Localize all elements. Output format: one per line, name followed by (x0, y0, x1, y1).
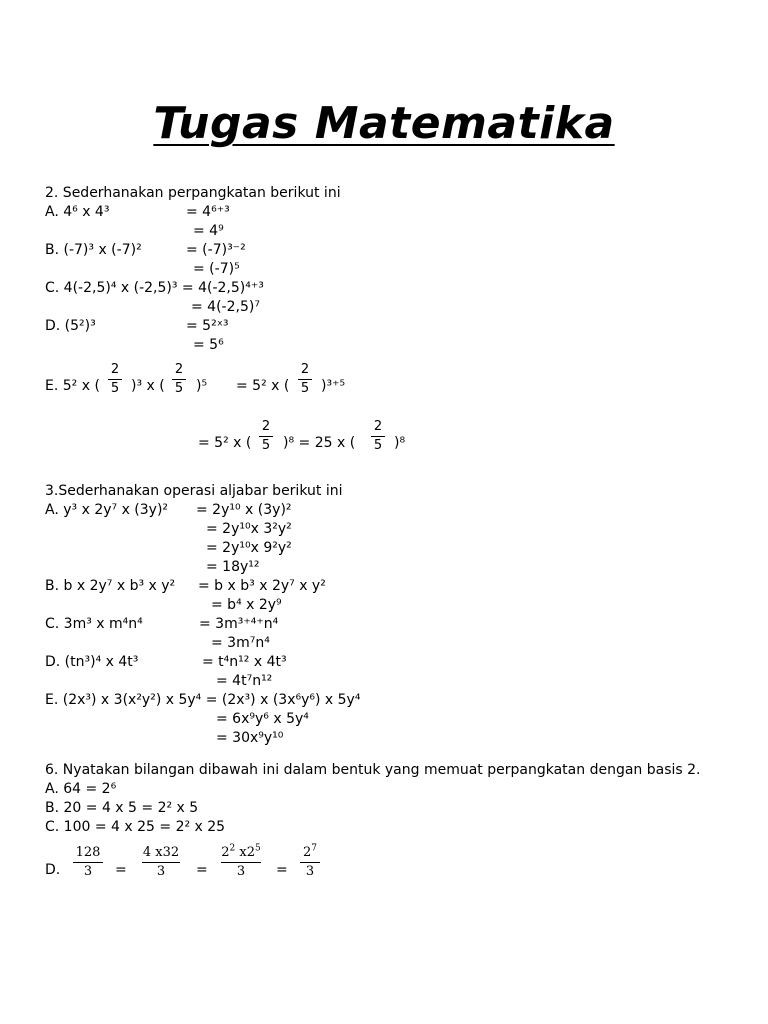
q2-c-line2: = 4(-2,5)⁷ (191, 299, 260, 315)
q6-d-fraction-2: 4 x32 3 (142, 845, 180, 879)
q3-b-result1: = b x b³ x 2y⁷ x y² (198, 578, 326, 594)
q3-d-line2: = 4t⁷n¹² (216, 673, 273, 689)
q2-a-line2: = 4⁹ (193, 223, 224, 239)
q6-d-equals-3: = (276, 862, 288, 878)
q3-e-line2: = 6x⁹y⁶ x 5y⁴ (216, 711, 309, 727)
q3-a-result1: = 2y¹⁰ x (3y)² (196, 502, 292, 518)
q2-d-result1: = 5²ˣ³ (186, 318, 229, 334)
q3-d-line1: D. (tn³)⁴ x 4t³ (45, 654, 139, 670)
q6-d-fraction-3: $2^2$ $x2^5$ 3 (221, 843, 261, 879)
q3-b-line2: = b⁴ x 2y⁹ (211, 597, 282, 613)
q3-a-line2: = 2y¹⁰x 3²y² (206, 521, 292, 537)
q2-e-line1-prefix: E. 5² x ( (45, 378, 100, 394)
q2-d-line2: = 5⁶ (193, 337, 224, 353)
q6-a: A. 64 = 2⁶ (45, 781, 117, 797)
fraction-two-fifths: 2 5 (369, 420, 387, 453)
q6-d-label: D. (45, 862, 61, 878)
q2-b-result1: = (-7)³⁻² (186, 242, 246, 258)
q3-a-line4: = 18y¹² (206, 559, 260, 575)
q3-d-result1: = t⁴n¹² x 4t³ (202, 654, 287, 670)
q6-b: B. 20 = 4 x 5 = 2² x 5 (45, 800, 199, 816)
fraction-two-fifths: 2 5 (170, 363, 188, 396)
page-title: Tugas Matematika (153, 98, 615, 149)
q6-d-equals-1: = (115, 862, 127, 878)
q3-c-result1: = 3m³⁺⁴⁺n⁴ (199, 616, 279, 632)
q3-a-line1: A. y³ x 2y⁷ x (3y)² (45, 502, 169, 518)
q6-d-fraction-1: 128 3 (73, 845, 103, 880)
q2-b-line1: B. (-7)³ x (-7)² (45, 242, 142, 258)
q2-e-line2-end: )⁸ (394, 435, 406, 451)
q2-e-line1-eq: = 5² x ( (236, 378, 290, 394)
q3-e-line1: E. (2x³) x 3(x²y²) x 5y⁴ = (2x³) x (3x⁶y⁶) x 5y⁴ (45, 692, 361, 708)
q6-heading: 6. Nyatakan bilangan dibawah ini dalam bentuk yang memuat perpangkatan dengan basis 2. (45, 762, 701, 778)
q3-c-line2: = 3m⁷n⁴ (211, 635, 270, 651)
q2-d-line1: D. (5²)³ (45, 318, 96, 334)
q3-e-line3: = 30x⁹y¹⁰ (216, 730, 284, 746)
q3-heading: 3.Sederhanakan operasi aljabar berikut ini (45, 483, 343, 499)
fraction-two-fifths: 2 5 (106, 363, 124, 396)
fraction-two-fifths: 2 5 (257, 420, 275, 453)
fraction-two-fifths: 2 5 (296, 363, 314, 396)
q2-e-line2-prefix: = 5² x ( (198, 435, 252, 451)
q3-b-line1: B. b x 2y⁷ x b³ x y² (45, 578, 176, 594)
q2-e-line1-mid: )³ x ( (131, 378, 165, 394)
q6-c: C. 100 = 4 x 25 = 2² x 25 (45, 819, 226, 835)
q2-e-line1-post: )⁵ (196, 378, 208, 394)
q3-c-line1: C. 3m³ x m⁴n⁴ (45, 616, 143, 632)
q2-e-line1-end: )³⁺⁵ (321, 378, 346, 394)
q2-a-line1: A. 4⁶ x 4³ (45, 204, 110, 220)
q2-heading: 2. Sederhanakan perpangkatan berikut ini (45, 185, 341, 201)
q2-e-line2-mid: )⁸ = 25 x ( (283, 435, 356, 451)
q6-d-fraction-4: $2^7$ 3 (300, 845, 320, 880)
q2-b-line2: = (-7)⁵ (193, 261, 240, 277)
q2-a-result1: = 4⁶⁺³ (186, 204, 230, 220)
q3-a-line3: = 2y¹⁰x 9²y² (206, 540, 292, 556)
q6-d-equals-2: = (196, 862, 208, 878)
q2-c-line1: C. 4(-2,5)⁴ x (-2,5)³ = 4(-2,5)⁴⁺³ (45, 280, 264, 296)
